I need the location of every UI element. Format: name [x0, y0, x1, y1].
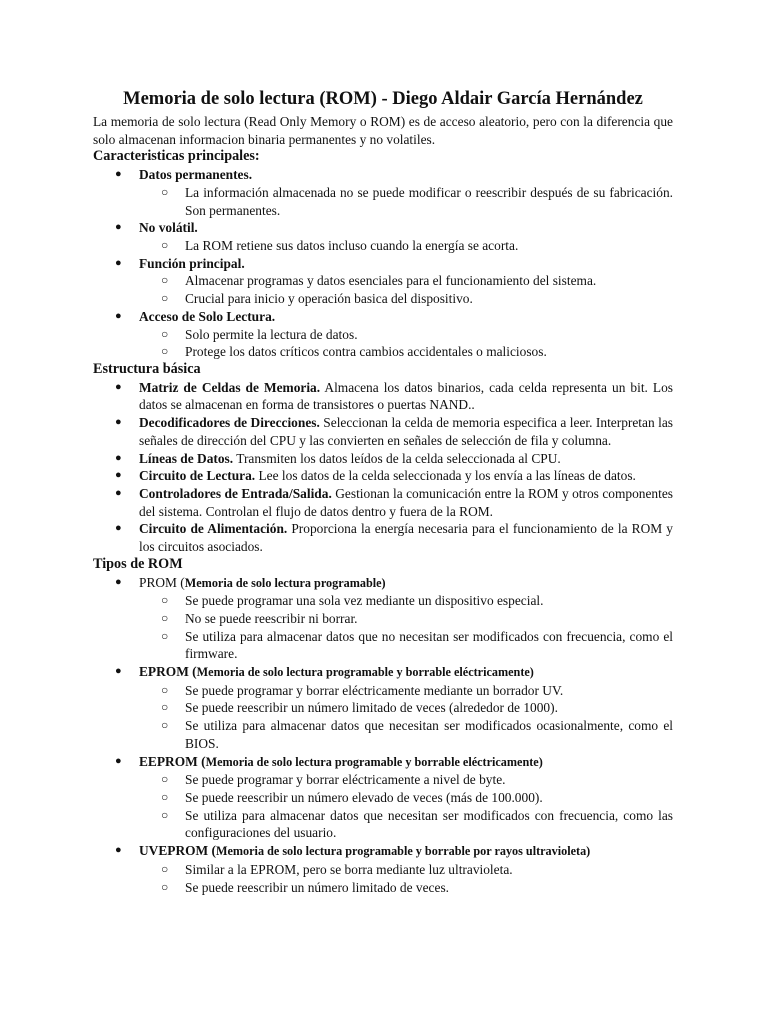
sub-list	[139, 592, 673, 663]
bullet-icon: ●	[115, 221, 122, 234]
sub-item-text: La información almacenada no se puede modificar o reescribir después de su fabricación. Son permanentes.	[185, 184, 673, 218]
bullet-icon: ●	[115, 416, 122, 429]
sub-list-item	[139, 628, 673, 663]
sub-list-item	[139, 343, 673, 361]
sub-item-text: Se puede reescribir un número elevado de veces (más de 100.000).	[185, 790, 543, 805]
rom-type-name: EEPROM (	[139, 753, 206, 769]
sub-bullet-icon: ○	[161, 628, 169, 643]
sub-bullet-icon: ○	[161, 718, 169, 733]
list-item	[93, 753, 673, 843]
sub-list	[139, 771, 673, 842]
item-text: Lee los datos de la celda seleccionada y los envía a las líneas de datos.	[255, 468, 636, 484]
sub-list-item	[139, 771, 673, 789]
bullet-icon: ●	[115, 451, 122, 464]
item-text: Transmiten los datos leídos de la celda seleccionada al CPU.	[233, 450, 561, 466]
tipos-list	[93, 574, 673, 897]
sub-list	[139, 272, 673, 307]
bullet-icon: ●	[115, 844, 122, 857]
item-label: Acceso de Solo Lectura.	[139, 308, 276, 324]
sub-list-item	[139, 879, 673, 897]
sub-bullet-icon: ○	[161, 326, 169, 341]
sub-bullet-icon: ○	[161, 291, 169, 306]
item-label: Función principal.	[139, 255, 245, 271]
sub-list-item	[139, 610, 673, 628]
list-item	[93, 255, 673, 308]
list-item	[93, 842, 673, 896]
bullet-icon: ●	[115, 522, 122, 535]
sub-bullet-icon: ○	[161, 344, 169, 359]
rom-type-name: PROM (	[139, 574, 185, 590]
sub-item-text: Se puede programar una sola vez mediante un dispositivo especial.	[185, 593, 544, 609]
bullet-icon: ●	[115, 469, 122, 482]
list-item	[93, 414, 673, 449]
bullet-icon: ●	[115, 486, 122, 499]
sub-bullet-icon: ○	[161, 790, 169, 804]
rom-type-description: Memoria de solo lectura programable)	[184, 575, 386, 590]
sub-item-text: Almacenar programas y datos esenciales para el funcionamiento del sistema.	[185, 273, 597, 289]
sub-item-text: Protege los datos críticos contra cambios accidentales o maliciosos.	[185, 344, 547, 360]
sub-list-item	[139, 272, 673, 290]
sub-list-item	[139, 682, 673, 700]
sub-item-text: Se utiliza para almacenar datos que no necesitan ser modificados con frecuencia, como el firmware.	[185, 628, 673, 662]
sub-item-text: No se puede reescribir ni borrar.	[185, 610, 358, 626]
list-item	[93, 520, 673, 555]
sub-bullet-icon: ○	[161, 879, 169, 894]
item-label: Matriz de Celdas de Memoria.	[139, 379, 321, 395]
sub-bullet-icon: ○	[161, 700, 169, 715]
bullet-icon: ●	[115, 168, 122, 181]
rom-type-name: EPROM (	[139, 664, 197, 680]
list-item	[93, 166, 673, 219]
item-text: Seleccionan la celda de memoria especifica a leer. Interpretan las señales de dirección del CPU y las convierten en señales de selección de fila y columna.	[139, 415, 673, 448]
item-label: No volátil.	[139, 220, 198, 236]
sub-list	[139, 682, 673, 753]
section-heading-estructura: Estructura básica	[93, 360, 201, 377]
caracteristicas-list	[93, 166, 673, 361]
item-label: Circuito de Alimentación.	[139, 521, 288, 537]
sub-bullet-icon: ○	[161, 772, 169, 787]
intro-paragraph: La memoria de solo lectura (Read Only Memory o ROM) es de acceso aleatorio, pero con la diferencia que solo almacenan informacion binaria permanentes y no volatiles.	[93, 114, 673, 147]
estructura-list	[93, 379, 673, 556]
sub-bullet-icon: ○	[161, 593, 169, 608]
list-item	[93, 450, 673, 468]
list-item	[93, 379, 673, 414]
sub-list-item	[139, 717, 673, 752]
item-label: Decodificadores de Direcciones.	[139, 415, 320, 431]
list-item	[93, 485, 673, 520]
sub-list-item	[139, 290, 673, 308]
sub-item-text: Se utiliza para almacenar datos que necesitan ser modificados ocasionalmente, como el BIOS.	[185, 718, 673, 751]
section-heading-caracteristicas: Caracteristicas principales:	[93, 148, 260, 165]
item-text: Proporciona la energía necesaria para el funcionamiento de la ROM y los circuitos asociados.	[139, 521, 673, 555]
sub-list	[139, 326, 673, 361]
bullet-icon: ●	[115, 309, 122, 322]
sub-bullet-icon: ○	[161, 238, 169, 253]
sub-list-item	[139, 326, 673, 344]
sub-bullet-icon: ○	[161, 184, 169, 199]
sub-list-item	[139, 592, 673, 610]
sub-list-item	[139, 807, 673, 842]
item-label: Datos permanentes.	[139, 167, 253, 183]
rom-type-description: Memoria de solo lectura programable y borrable eléctricamente)	[205, 754, 543, 769]
rom-type-description: Memoria de solo lectura programable y borrable eléctricamente)	[196, 665, 534, 680]
sub-list	[139, 237, 673, 255]
sub-bullet-icon: ○	[161, 807, 169, 822]
sub-item-text: La ROM retiene sus datos incluso cuando la energía se acorta.	[185, 238, 519, 254]
sub-item-text: Se puede reescribir un número limitado de veces.	[185, 879, 450, 895]
sub-bullet-icon: ○	[161, 273, 169, 288]
rom-type-description: Memoria de solo lectura programable y borrable por rayos ultravioleta)	[215, 844, 591, 859]
item-text: Gestionan la comunicación entre la ROM y otros componentes del sistema. Controlan el flujo de datos dentro y fuera de la ROM.	[139, 485, 673, 519]
item-label: Controladores de Entrada/Salida.	[139, 485, 332, 501]
list-item	[93, 219, 673, 254]
sub-list-item	[139, 789, 673, 807]
sub-list-item	[139, 237, 673, 255]
bullet-icon: ●	[115, 575, 122, 588]
sub-list	[139, 861, 673, 896]
sub-list-item	[139, 861, 673, 879]
sub-item-text: Se puede programar y borrar eléctricamente mediante un borrador UV.	[185, 682, 564, 698]
sub-list-item	[139, 184, 673, 219]
rom-type-name: UVEPROM (	[139, 843, 216, 859]
item-label: Líneas de Datos.	[139, 450, 234, 466]
list-item	[93, 663, 673, 753]
bullet-icon: ●	[115, 380, 122, 393]
section-heading-tipos: Tipos de ROM	[93, 555, 183, 572]
sub-item-text: Se utiliza para almacenar datos que necesitan ser modificados con frecuencia, como las configuraciones del usuario.	[185, 807, 673, 841]
bullet-icon: ●	[115, 256, 122, 269]
sub-item-text: Crucial para inicio y operación basica del dispositivo.	[185, 291, 473, 307]
bullet-icon: ●	[115, 665, 122, 678]
list-item	[93, 308, 673, 361]
sub-item-text: Similar a la EPROM, pero se borra mediante luz ultravioleta.	[185, 861, 513, 877]
document-title: Memoria de solo lectura (ROM) - Diego Aldair García Hernández	[123, 89, 643, 109]
sub-item-text: Solo permite la lectura de datos.	[185, 326, 358, 342]
sub-bullet-icon: ○	[161, 861, 169, 876]
list-item	[93, 467, 673, 485]
list-item	[93, 574, 673, 664]
item-text: Almacena los datos binarios, cada celda representa un bit. Los datos se almacenan en forma de transistores o puertas NAND..	[139, 379, 674, 413]
document-body	[93, 88, 673, 896]
item-label: Circuito de Lectura.	[139, 468, 256, 484]
bullet-icon: ●	[115, 754, 122, 767]
sub-list	[139, 184, 673, 219]
sub-item-text: Se puede reescribir un número limitado de veces (alrededor de 1000).	[185, 700, 558, 716]
sub-bullet-icon: ○	[161, 610, 169, 625]
sub-list-item	[139, 699, 673, 717]
sub-item-text: Se puede programar y borrar eléctricamente a nivel de byte.	[185, 772, 506, 788]
sub-bullet-icon: ○	[161, 682, 169, 697]
